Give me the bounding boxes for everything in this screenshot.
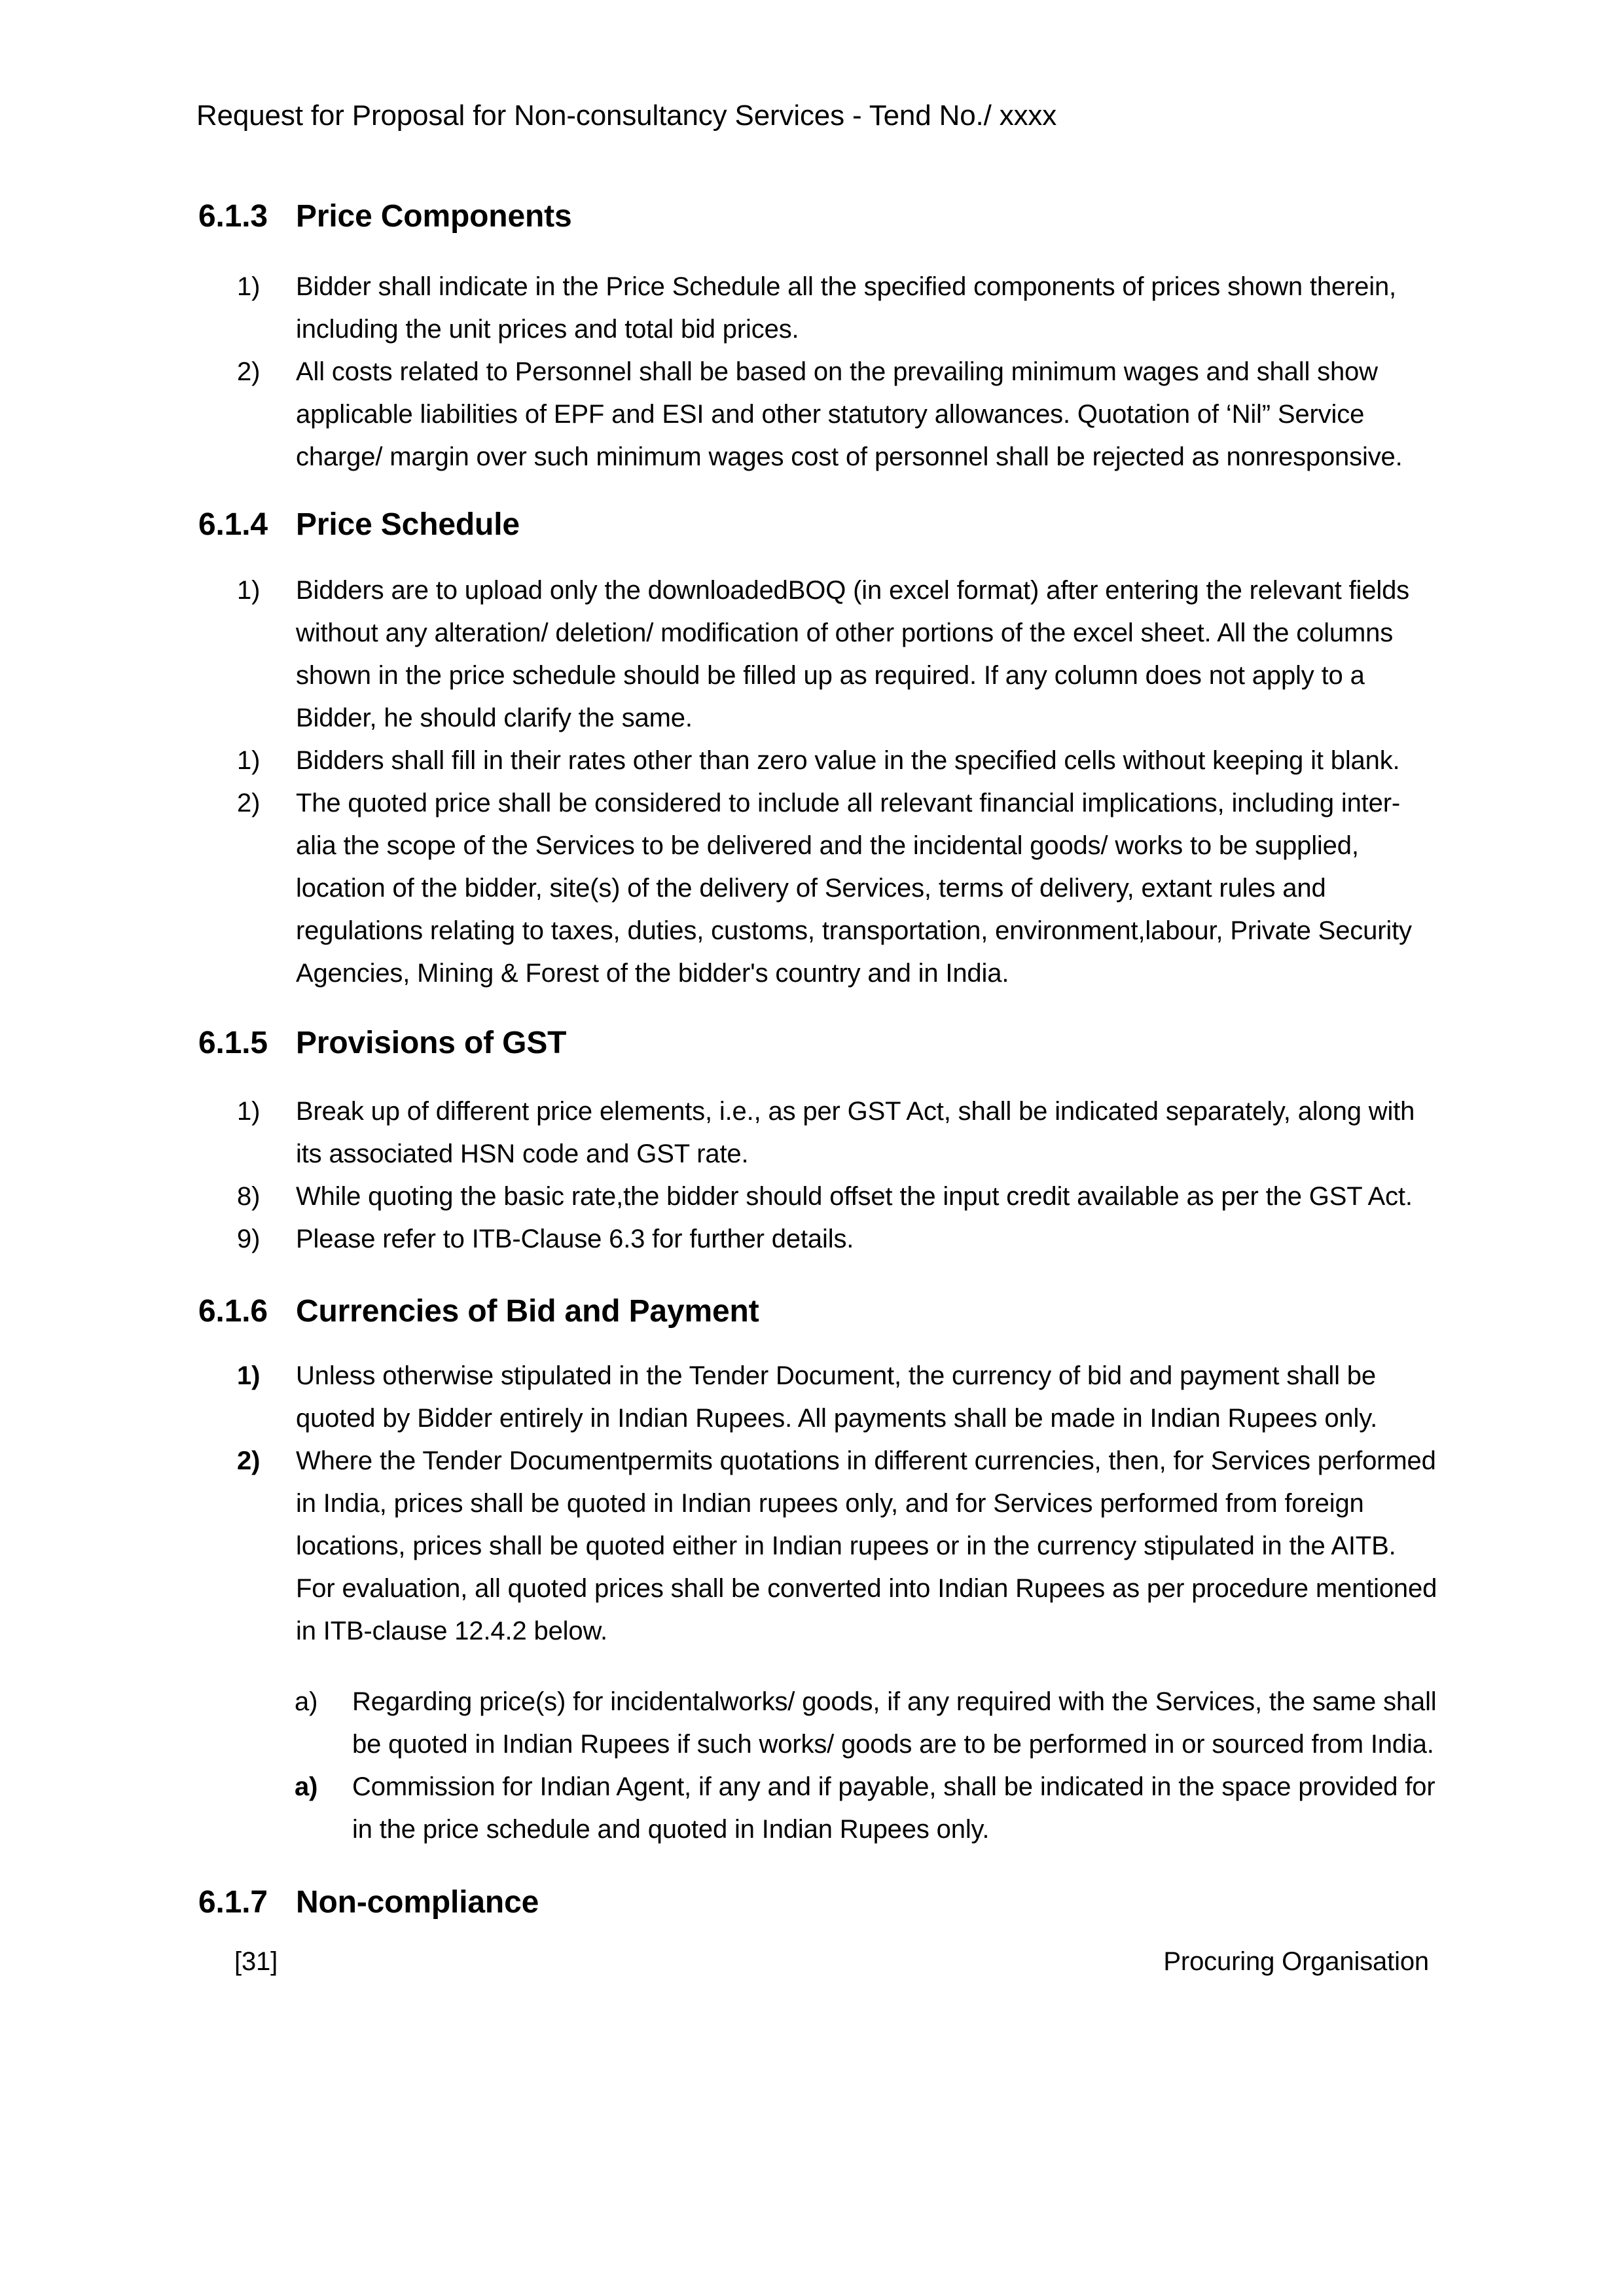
list-item-text: While quoting the basic rate,the bidder should offset the input credit available as per the GST Act. [296,1182,1413,1211]
list-item [237,1218,1624,1261]
list-item-text: Bidders are to upload only the downloadedBOQ (in excel format) after entering the relevant fields without any alteration/ deletion/ modification of other portions of the excel sheet. All the columns shown in the price schedule should be filled up as required. If any column does not apply to a Bidder, he should clarify the same. [296,576,1410,732]
list-item [237,351,1624,478]
list-item-marker: 1) [237,1097,261,1126]
list-item-marker: 1) [237,746,261,775]
section-title: Price Schedule [296,507,520,542]
page-footer [234,1941,1429,1983]
list-item-marker: 2) [237,1446,261,1475]
sublist-item-text: Commission for Indian Agent, if any and if payable, shall be indicated in the space provided for in the price schedule and quoted in Indian Rupees only. [352,1772,1435,1844]
list-item [237,782,1624,995]
list-item-text: Break up of different price elements, i.e., as per GST Act, shall be indicated separately, along with its associated HSN code and GST rate. [296,1097,1415,1168]
list-item-marker: 9) [237,1225,261,1253]
section-number: 6.1.3 [198,199,268,234]
sublist-item-text: Regarding price(s) for incidentalworks/ goods, if any required with the Services, the same shall be quoted in Indian Rupees if such works/ goods are to be performed in or sourced from India. [352,1687,1437,1759]
section-number: 6.1.6 [198,1294,268,1329]
list-item-marker: 2) [237,357,261,386]
list-item [237,1175,1624,1218]
section-6-1-6-list [0,1355,1624,1851]
list-item [237,569,1624,740]
section-heading-provisions-of-gst [198,1022,1624,1064]
sublist-item-marker: a) [295,1687,318,1716]
list-item-marker: 2) [237,789,261,817]
list-item-text: Please refer to ITB-Clause 6.3 for further details. [296,1225,854,1253]
section-title: Non-compliance [296,1885,539,1920]
list-item-text: The quoted price shall be considered to include all relevant financial implications, including inter-alia the scope of the Services to be delivered and the incidental goods/ works to be supplied, location of the bidder, site(s) of the delivery of Services, terms of delivery, extant rules and regulations relating to taxes, duties, customs, transportation, environment,labour, Private Security Agencies, Mining & Forest of the bidder's country and in India. [296,789,1412,988]
list-item [237,1355,1624,1440]
sublist-item [295,1766,1624,1851]
list-item-text: Unless otherwise stipulated in the Tender Document, the currency of bid and payment shall be quoted by Bidder entirely in Indian Rupees. All payments shall be made in Indian Rupees only. [296,1361,1378,1433]
page-header-text: Request for Proposal for Non-consultancy Services - Tend No./ xxxx [196,99,1057,132]
section-title: Currencies of Bid and Payment [296,1294,759,1329]
section-6-1-6-sublist [0,1681,1624,1851]
list-item-text: Bidders shall fill in their rates other than zero value in the specified cells without keeping it blank. [296,746,1400,775]
list-item [237,1090,1624,1175]
list-item-marker: 1) [237,272,261,301]
list-item-marker: 8) [237,1182,261,1211]
section-6-1-4-list [0,569,1624,995]
footer-organisation: Procuring Organisation [1163,1947,1429,1976]
list-item [237,740,1624,782]
section-6-1-3-list [0,266,1624,478]
section-heading-non-compliance [198,1881,1624,1924]
sublist-item-marker: a) [295,1772,318,1801]
list-item [237,266,1624,351]
section-6-1-5-list [0,1090,1624,1261]
list-item-text: Where the Tender Documentpermits quotations in different currencies, then, for Services performed in India, prices shall be quoted in Indian rupees only, and for Services performed from foreign locations, prices shall be quoted either in Indian rupees or in the currency stipulated in the AITB. For evaluation, all quoted prices shall be converted into Indian Rupees as per procedure mentioned in ITB-clause 12.4.2 below. [296,1446,1437,1645]
section-number: 6.1.7 [198,1885,268,1920]
list-item-marker: 1) [237,576,261,605]
section-title: Price Components [296,199,572,234]
sublist-item [295,1681,1624,1766]
section-number: 6.1.5 [198,1026,268,1060]
section-heading-price-components [198,195,1624,238]
list-item-text: Bidder shall indicate in the Price Schedule all the specified components of prices shown therein, including the unit prices and total bid prices. [296,272,1397,344]
section-heading-price-schedule [198,503,1624,546]
section-title: Provisions of GST [296,1026,567,1060]
list-item-text: All costs related to Personnel shall be based on the prevailing minimum wages and shall show applicable liabilities of EPF and ESI and other statutory allowances. Quotation of ‘Nil” Service charge/ margin over such minimum wages cost of personnel shall be rejected as nonresponsive. [296,357,1403,471]
section-number: 6.1.4 [198,507,268,542]
list-item [237,1440,1624,1653]
list-item-marker: 1) [237,1361,261,1390]
section-heading-currencies-of-bid-and-payment [198,1290,1624,1333]
page-number: [31] [234,1947,278,1976]
